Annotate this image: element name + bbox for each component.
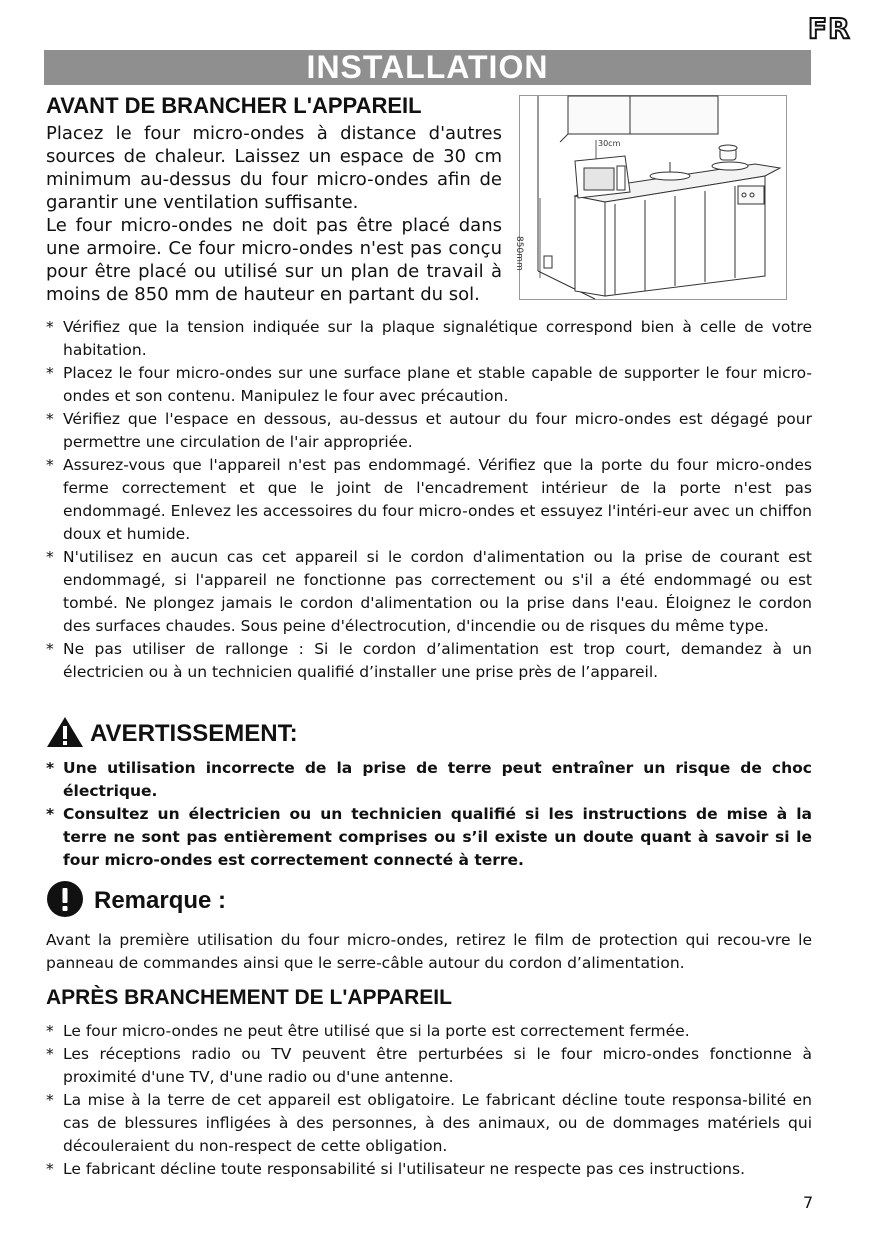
kitchen-drawing [520,96,786,299]
section-banner: INSTALLATION [44,50,811,85]
note-title: Remarque : [94,887,227,914]
heading-before-connecting: AVANT DE BRANCHER L'APPAREIL [46,93,422,118]
exclamation-circle-icon [46,880,84,922]
list-item: * Placez le four micro-ondes sur une surface plane et stable capable de supporter le four micro-ondes et son contenu. Manipulez le four avec précaution. [46,362,812,408]
intro-paragraph: Placez le four micro-ondes à distance d'autres sources de chaleur. Laissez un espace de 30 cm minimum au-dessus du four micro-ondes afin de garantir une ventilation suffisante. [46,123,502,213]
warning-list [46,757,812,872]
note-text: Avant la première utilisation du four micro-ondes, retirez le film de protection qui recou-vre le panneau de commandes ainsi que le serre-câble autour du cordon d’alimentation. [46,931,812,972]
after-connection-list [46,1020,812,1181]
list-item: * Assurez-vous que l'appareil n'est pas endommagé. Vérifiez que la porte du four micro-ondes ferme correctement et que le joint de l'encadrement intérieur de la porte n'est pas endommagé. Enlevez les accessoires du four micro-ondes et essuyez l'intéri-eur avec un chiffon doux et humide. [46,454,812,546]
list-item: * Une utilisation incorrecte de la prise de terre peut entraîner un risque de choc électrique. [46,757,812,803]
intro-text [46,122,502,306]
language-label: FR [808,12,851,45]
page-number: 7 [803,1193,814,1212]
list-item: * N'utilisez en aucun cas cet appareil si le cordon d'alimentation ou la prise de courant est endommagé, si l'appareil ne fonctionne pas correctement ou s'il a été endommagé ou est tombé. Ne plongez jamais le cordon d'alimentation ou la prise dans l'eau. Éloignez le cordon des surfaces chaudes. Sous peine d'électrocution, d'incendie ou de risques du même type. [46,546,812,638]
note-heading [46,880,226,922]
intro-paragraph: Le four micro-ondes ne doit pas être placé dans une armoire. Ce four micro-ondes n'est pas conçu pour être placé ou utilisé sur un plan de travail à moins de 850 mm de hauteur en partant du sol. [46,215,502,305]
list-item: * Vérifiez que l'espace en dessous, au-dessus et autour du four micro-ondes est dégagé pour permettre une circulation de l'air appropriée. [46,408,812,454]
warning-heading [46,716,298,752]
dimension-label-side: 850mm [514,236,524,271]
precautions-list [46,316,812,684]
warning-triangle-icon [46,716,84,752]
kitchen-installation-illustration [514,95,787,300]
list-item: * Ne pas utiliser de rallonge : Si le cordon d’alimentation est trop court, demandez à un électricien ou à un technicien qualifié d’installer une prise près de l’appareil. [46,638,812,684]
list-item: * La mise à la terre de cet appareil est obligatoire. Le fabricant décline toute responsa-bilité en cas de blessures infligées à des personnes, à des animaux, ou de dommages matériels qui découleraient du non-respect de cette obligation. [46,1089,812,1158]
list-item: * Les réceptions radio ou TV peuvent être perturbées si le four micro-ondes fonctionne à proximité d'une TV, d'une radio ou d'une antenne. [46,1043,812,1089]
list-item: * Consultez un électricien ou un technicien qualifié si les instructions de mise à la terre ne sont pas entièrement comprises ou s’il existe un doute quant à savoir si le four micro-ondes est correctement connecté à terre. [46,803,812,872]
warning-title: AVERTISSEMENT: [90,720,298,747]
heading-after-connecting: APRÈS BRANCHEMENT DE L'APPAREIL [46,986,452,1009]
list-item: * Le fabricant décline toute responsabilité si l'utilisateur ne respecte pas ces instructions. [46,1158,812,1181]
list-item: * Vérifiez que la tension indiquée sur la plaque signalétique correspond bien à celle de votre habitation. [46,316,812,362]
list-item: * Le four micro-ondes ne peut être utilisé que si la porte est correctement fermée. [46,1020,812,1043]
dimension-label-top: 30cm [598,139,621,148]
